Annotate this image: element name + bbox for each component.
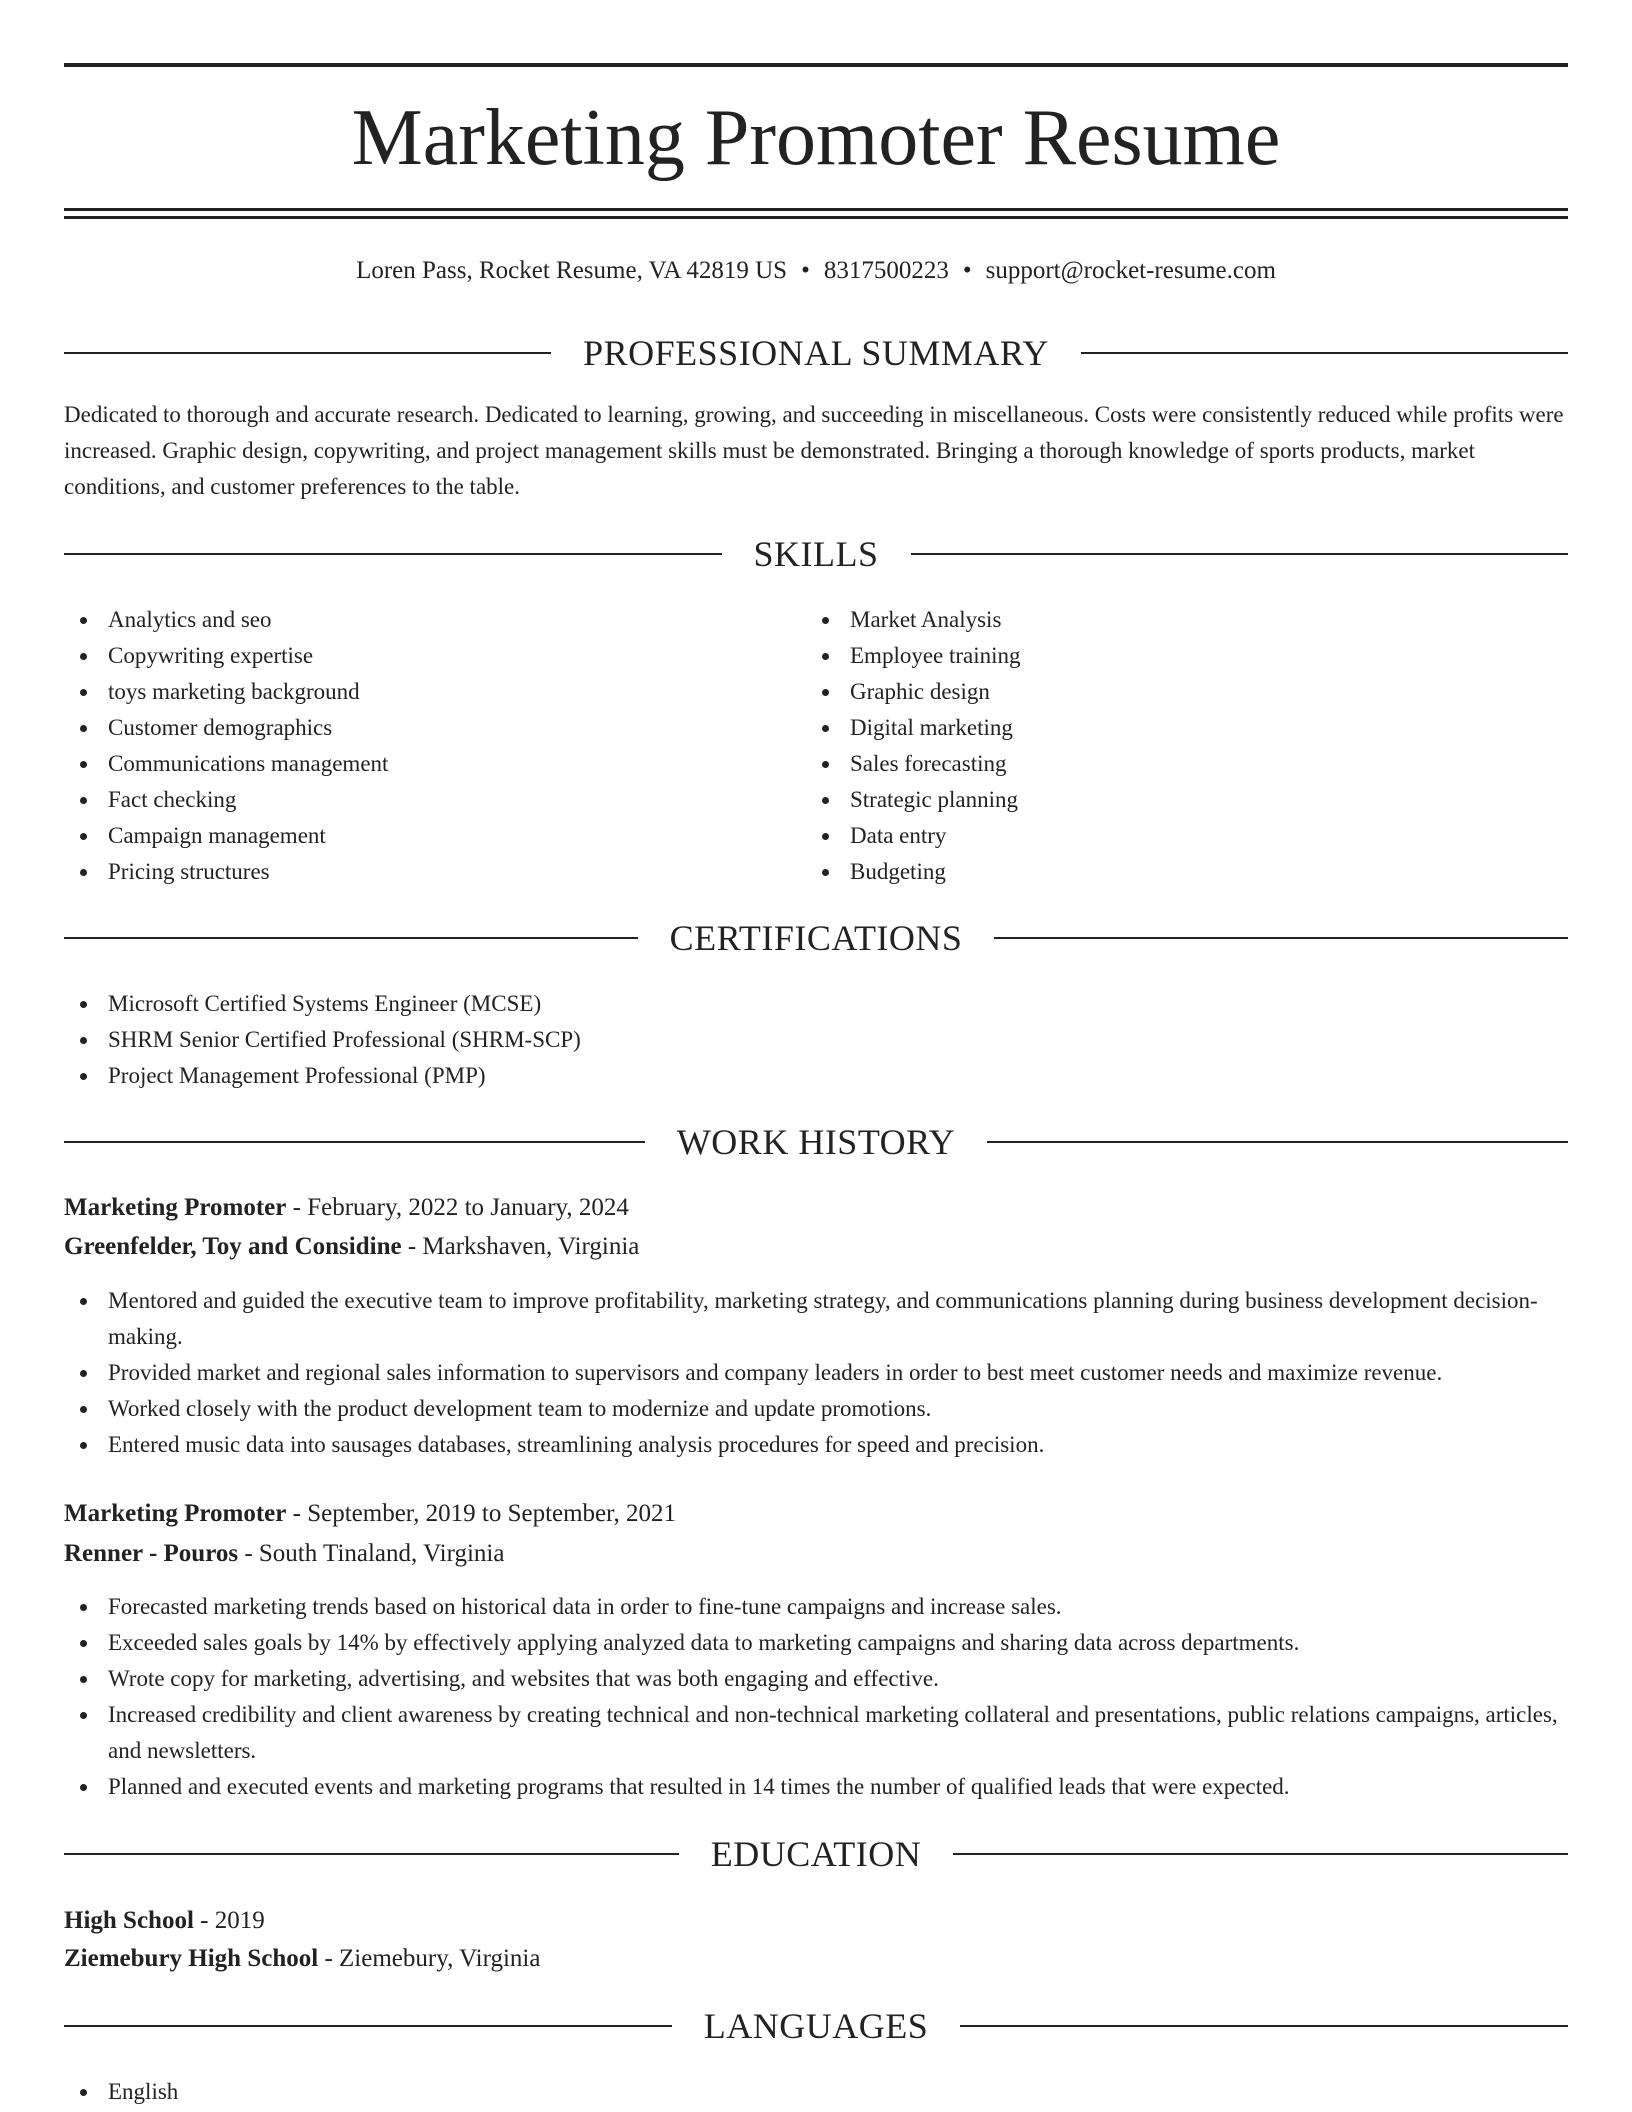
job-title: Marketing Promoter — [64, 1194, 287, 1221]
skill-item: Digital marketing — [806, 710, 1506, 746]
section-title: PROFESSIONAL SUMMARY — [583, 333, 1049, 373]
skill-item: Analytics and seo — [64, 602, 764, 638]
skill-item: Budgeting — [806, 854, 1506, 890]
skill-item: Pricing structures — [64, 854, 764, 890]
education-degree-line — [64, 1902, 265, 1940]
skill-item: toys marketing background — [64, 674, 764, 710]
education-school: Ziemebury High School — [64, 1945, 319, 1972]
resume-title: Marketing Promoter Resume — [351, 94, 1281, 182]
divider-line — [994, 937, 1568, 939]
divider-line — [64, 937, 638, 939]
job-dates: - September, 2019 to September, 2021 — [286, 1500, 676, 1527]
skill-item: Strategic planning — [806, 782, 1506, 818]
education-location: - Ziemebury, Virginia — [318, 1945, 541, 1972]
contact-line — [64, 254, 1568, 288]
divider-line — [64, 1853, 679, 1855]
job-bullet: Planned and executed events and marketing programs that resulted in 14 times the number of qualified leads that were expected. — [64, 1769, 1568, 1805]
job-bullet: Increased credibility and client awareness by creating technical and non-technical marketing collateral and presentations, public relations campaigns, articles, and newsletters. — [64, 1697, 1568, 1769]
education-degree: High School — [64, 1907, 194, 1934]
job-title-line — [64, 1189, 629, 1227]
skill-item: Customer demographics — [64, 710, 764, 746]
skill-item: Employee training — [806, 638, 1506, 674]
skills-list-left — [64, 602, 764, 890]
job-company-line — [64, 1535, 504, 1573]
summary-text: Dedicated to thorough and accurate research. Dedicated to learning, growing, and succeeding in miscellaneous. Costs were consistently reduced while profits were increased. Graphic design, copywriting, and project management skills must be demonstrated. Bringing a thorough knowledge of sports products, market conditions, and customer preferences to the table. — [64, 402, 1564, 499]
job-company-line — [64, 1228, 639, 1266]
job-bullet: Forecasted marketing trends based on historical data in order to fine-tune campaigns and increase sales. — [64, 1589, 1568, 1625]
section-header-skills — [64, 532, 1568, 576]
skill-item: Sales forecasting — [806, 746, 1506, 782]
education-year: - 2019 — [193, 1907, 265, 1934]
title-rule-lower — [64, 216, 1568, 219]
section-header-summary — [64, 331, 1568, 375]
skill-item: Copywriting expertise — [64, 638, 764, 674]
section-title: SKILLS — [753, 534, 879, 574]
job-bullet: Mentored and guided the executive team to improve profitability, marketing strategy, and communications planning during business development decision-making. — [64, 1283, 1568, 1355]
divider-line — [64, 2025, 672, 2027]
section-header-work — [64, 1120, 1568, 1164]
language-item: English — [64, 2074, 1568, 2110]
divider-line — [64, 352, 551, 354]
section-title: EDUCATION — [710, 1834, 922, 1874]
education-school-line — [64, 1940, 540, 1978]
section-title: LANGUAGES — [703, 2006, 929, 2046]
divider-line — [953, 1853, 1568, 1855]
divider-line — [64, 1141, 645, 1143]
certification-item: SHRM Senior Certified Professional (SHRM-SCP) — [64, 1022, 1568, 1058]
skill-item: Fact checking — [64, 782, 764, 818]
job-location: - South Tinaland, Virginia — [238, 1540, 505, 1567]
job-company: Renner - Pouros — [64, 1540, 239, 1567]
job-bullets — [64, 1283, 1568, 1463]
skill-item: Communications management — [64, 746, 764, 782]
skill-item: Campaign management — [64, 818, 764, 854]
job-bullet: Wrote copy for marketing, advertising, and websites that was both engaging and effective. — [64, 1661, 1568, 1697]
contact-separator: • — [962, 257, 972, 284]
job-location: - Markshaven, Virginia — [401, 1233, 640, 1260]
title-rule-upper — [64, 208, 1568, 211]
skills-list-right — [806, 602, 1506, 890]
job-bullet: Worked closely with the product development team to modernize and update promotions. — [64, 1391, 1568, 1427]
skill-item: Data entry — [806, 818, 1506, 854]
divider-line — [960, 2025, 1568, 2027]
divider-line — [1081, 352, 1568, 354]
job-title: Marketing Promoter — [64, 1500, 287, 1527]
job-bullet: Entered music data into sausages databases, streamlining analysis procedures for speed and precision. — [64, 1427, 1568, 1463]
certification-item: Project Management Professional (PMP) — [64, 1058, 1568, 1094]
job-company: Greenfelder, Toy and Considine — [64, 1233, 402, 1260]
section-header-education — [64, 1832, 1568, 1876]
job-dates: - February, 2022 to January, 2024 — [286, 1194, 629, 1221]
job-title-line — [64, 1495, 676, 1533]
job-bullets — [64, 1589, 1568, 1805]
certifications-list — [64, 986, 1568, 1094]
languages-list — [64, 2074, 1568, 2110]
section-title: CERTIFICATIONS — [669, 918, 963, 958]
certification-item: Microsoft Certified Systems Engineer (MCSE) — [64, 986, 1568, 1022]
skill-item: Graphic design — [806, 674, 1506, 710]
divider-line — [911, 553, 1569, 555]
top-rule — [64, 63, 1568, 67]
section-header-certifications — [64, 916, 1568, 960]
contact-separator: • — [801, 257, 810, 284]
contact-address: Loren Pass, Rocket Resume, VA 42819 US — [356, 257, 788, 284]
section-title: WORK HISTORY — [676, 1122, 956, 1162]
contact-email: support@rocket-resume.com — [985, 257, 1276, 284]
divider-line — [987, 1141, 1568, 1143]
contact-phone: 8317500223 — [823, 257, 949, 284]
section-header-languages — [64, 2004, 1568, 2048]
job-bullet: Provided market and regional sales information to supervisors and company leaders in order to best meet customer needs and maximize revenue. — [64, 1355, 1568, 1391]
job-bullet: Exceeded sales goals by 14% by effectively applying analyzed data to marketing campaigns and sharing data across departments. — [64, 1625, 1568, 1661]
skill-item: Market Analysis — [806, 602, 1506, 638]
divider-line — [64, 553, 722, 555]
